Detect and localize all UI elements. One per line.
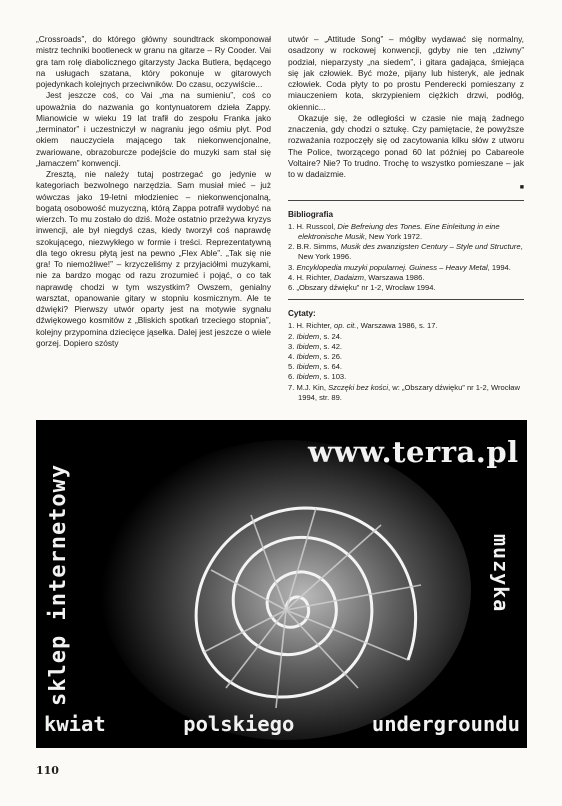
- reference-title: Ibidem: [296, 331, 320, 341]
- end-of-article-mark: ■: [519, 184, 524, 192]
- reference-text: 4. H. Richter,: [288, 272, 334, 282]
- paragraph: utwór – „Attitude Song” – mógłby wydawać się normalny, osadzony w rockowej konwencji, gdyby nie ten „dziwny” podział, nieparzysty „na siedem”, i gitara gadająca, śmiejąca się jak człowiek. Być może, pijany lub histeryk, ale jednak człowiek. Coda płyty to po prostu Penderecki pomieszany z miauczeniem kota, skrzypieniem ciężkich drzwi, podłóg, okiennic...: [288, 34, 524, 112]
- reference-item: [288, 342, 524, 352]
- page-number: 110: [36, 764, 59, 777]
- reference-text: , s. 64.: [319, 362, 343, 372]
- reference-text: , s. 103.: [319, 372, 347, 382]
- reference-text: , s. 24.: [319, 331, 343, 341]
- reference-item: [288, 283, 524, 293]
- nautilus-shell-icon: [36, 420, 527, 748]
- reference-text: 2. B.R. Simms,: [288, 242, 341, 252]
- ad-vertical-right-text: muzyka: [489, 534, 513, 613]
- reference-title: Musik des zwanzigsten Century – Style und Structure: [340, 242, 521, 252]
- reference-title: Dadaizm: [334, 272, 364, 282]
- reference-text: 5.: [288, 362, 297, 372]
- paragraph: Okazuje się, że odległości w czasie nie mają żadnego znaczenia, gdy chodzi o sztukę. Czy pamiętacie, że powyższe rozważania rozpoczęły się od zacytowania kilku słów z utworu The Police, tworzącego ponad 60 lat później po Cabareole Voltaire? Nie? To trudno. Trochę to wszystko pomieszane – jak to w dadaizmie.: [288, 112, 524, 179]
- reference-item: [288, 263, 524, 273]
- reference-item: [288, 321, 524, 331]
- reference-title: Ibidem: [296, 352, 320, 362]
- reference-item: [288, 273, 524, 283]
- bibliography-heading: Bibliografia: [288, 209, 334, 219]
- reference-item: [288, 362, 524, 372]
- reference-text: 3.: [288, 262, 297, 272]
- paragraph: Jest jeszcze coś, co Vai „ma na sumieniu”, coś co upoważnia do nazwania go kontynuatorem dzieła Zappy. Mianowicie w wieku 19 lat trafił do zespołu Franka jako „terminator” i uczestniczył w nagraniu jego ośmiu płyt. Pod okiem nauczyciela mającego tak niekonwencjonalne, zwariowane, obrazoburcze podejście do muzyki sam stał się „łamaczem” konwencji.: [36, 90, 271, 168]
- reference-text: 6. „Obszary dźwięku” nr 1-2, Wrocław 1994.: [288, 282, 436, 292]
- ad-slogan: [44, 712, 520, 736]
- reference-text: , New York 1996.: [298, 242, 523, 262]
- reference-text: , s. 26.: [319, 352, 343, 362]
- reference-text: , New York 1972.: [364, 231, 423, 241]
- ad-vertical-left-text: sklep internetowy: [46, 463, 71, 706]
- ad-slogan-word: polskiego: [183, 712, 295, 736]
- paragraph: Zresztą, nie należy tutaj postrzegać go jedynie w kategoriach bezwolnego narzędzia. Sam musiał mieć – już wówczas jako 19-letni młodzieniec – niekonwencjonalną, bogatą osobowość muzyczną, którą Zappa potrafił wydobyć na wierzch. To mu zostało do dziś. Może ostatnio przeżywa kryzys inwencji, ale był niegdyś czas, kiedy tworzył coś naprawdę szokującego, niezwykłego w formie i treści. Reprezentatywną dla tego okresu płytą jest na pewno „Flex Able”. „Tak się nie gra! To niemożliwe!” – krzyczeliśmy z przyjaciółmi muzykami, nie za bardzo mogąc od razu zrozumieć i pojąć, o co tak naprawdę chodzi w tym wszystkim? Owszem, genialny warsztat, opanowanie gitary w stopniu kosmicznym. Ale te dźwięki? Pierwszy utwór oparty jest na motywie sygnału dźwiękowego kosmitów z „Bliskich spotkań trzeciego stopnia”, kolejny przypomina dziecięce jąsełka. Dalej jest jeszcze o wiele gorzej. Dopiero szósty: [36, 169, 271, 348]
- reference-text: 6.: [288, 372, 297, 382]
- reference-text: , w: „Obszary dźwięku” nr 1-2, Wrocław 1994, str. 89.: [298, 382, 520, 402]
- article-right-column: [288, 34, 524, 403]
- reference-text: 2.: [288, 331, 297, 341]
- reference-text: 1. H. Richter,: [288, 321, 334, 331]
- advertisement-banner: [36, 420, 527, 748]
- reference-text: , Warszawa 1986.: [363, 272, 425, 282]
- article-left-column: [36, 34, 271, 349]
- reference-item: [288, 372, 524, 382]
- reference-text: 3.: [288, 341, 297, 351]
- divider: [288, 200, 524, 201]
- ad-url: www.terra.pl: [308, 435, 519, 469]
- reference-item: [288, 383, 524, 403]
- reference-title: op. cit.: [334, 321, 357, 331]
- ad-slogan-word: undergroundu: [371, 712, 520, 736]
- reference-item: [288, 222, 524, 242]
- paragraph: „Crossroads”, do którego główny soundtrack skomponował mistrz techniki bootleneck w granu na gitarze – Ry Cooder. Vai gra tam rolę diabolicznego gitarzysty Jacka Butlera, będącego na usługach szatana, który pokonuje w gitarowych pojedynkach kolejnych przeciwników. Do czasu, oczywiście...: [36, 34, 271, 89]
- reference-text: , s. 42.: [319, 341, 343, 351]
- citations-heading: Cytaty:: [288, 309, 316, 319]
- ad-slogan-word: kwiat: [44, 712, 106, 736]
- divider: [288, 299, 524, 300]
- reference-title: Die Befreiung des Tones. Eine Einleitung in eine elektronische Musik: [298, 221, 500, 241]
- citations-list: [288, 321, 524, 403]
- reference-title: Ibidem: [296, 372, 320, 382]
- reference-title: Ibidem: [296, 362, 320, 372]
- reference-text: , 1994.: [487, 262, 511, 272]
- reference-title: Szczęki bez kości: [328, 382, 389, 392]
- reference-item: [288, 332, 524, 342]
- reference-title: Encyklopedia muzyki popularnej. Guiness – Heavy Metal: [296, 262, 488, 272]
- reference-title: Ibidem: [296, 341, 320, 351]
- reference-text: 4.: [288, 352, 297, 362]
- reference-item: [288, 352, 524, 362]
- reference-text: 7. M.J. Kin,: [288, 382, 329, 392]
- reference-text: , Warszawa 1986, s. 17.: [356, 321, 438, 331]
- bibliography-list: [288, 222, 524, 293]
- reference-text: 1. H. Russcol,: [288, 221, 338, 231]
- reference-item: [288, 242, 524, 262]
